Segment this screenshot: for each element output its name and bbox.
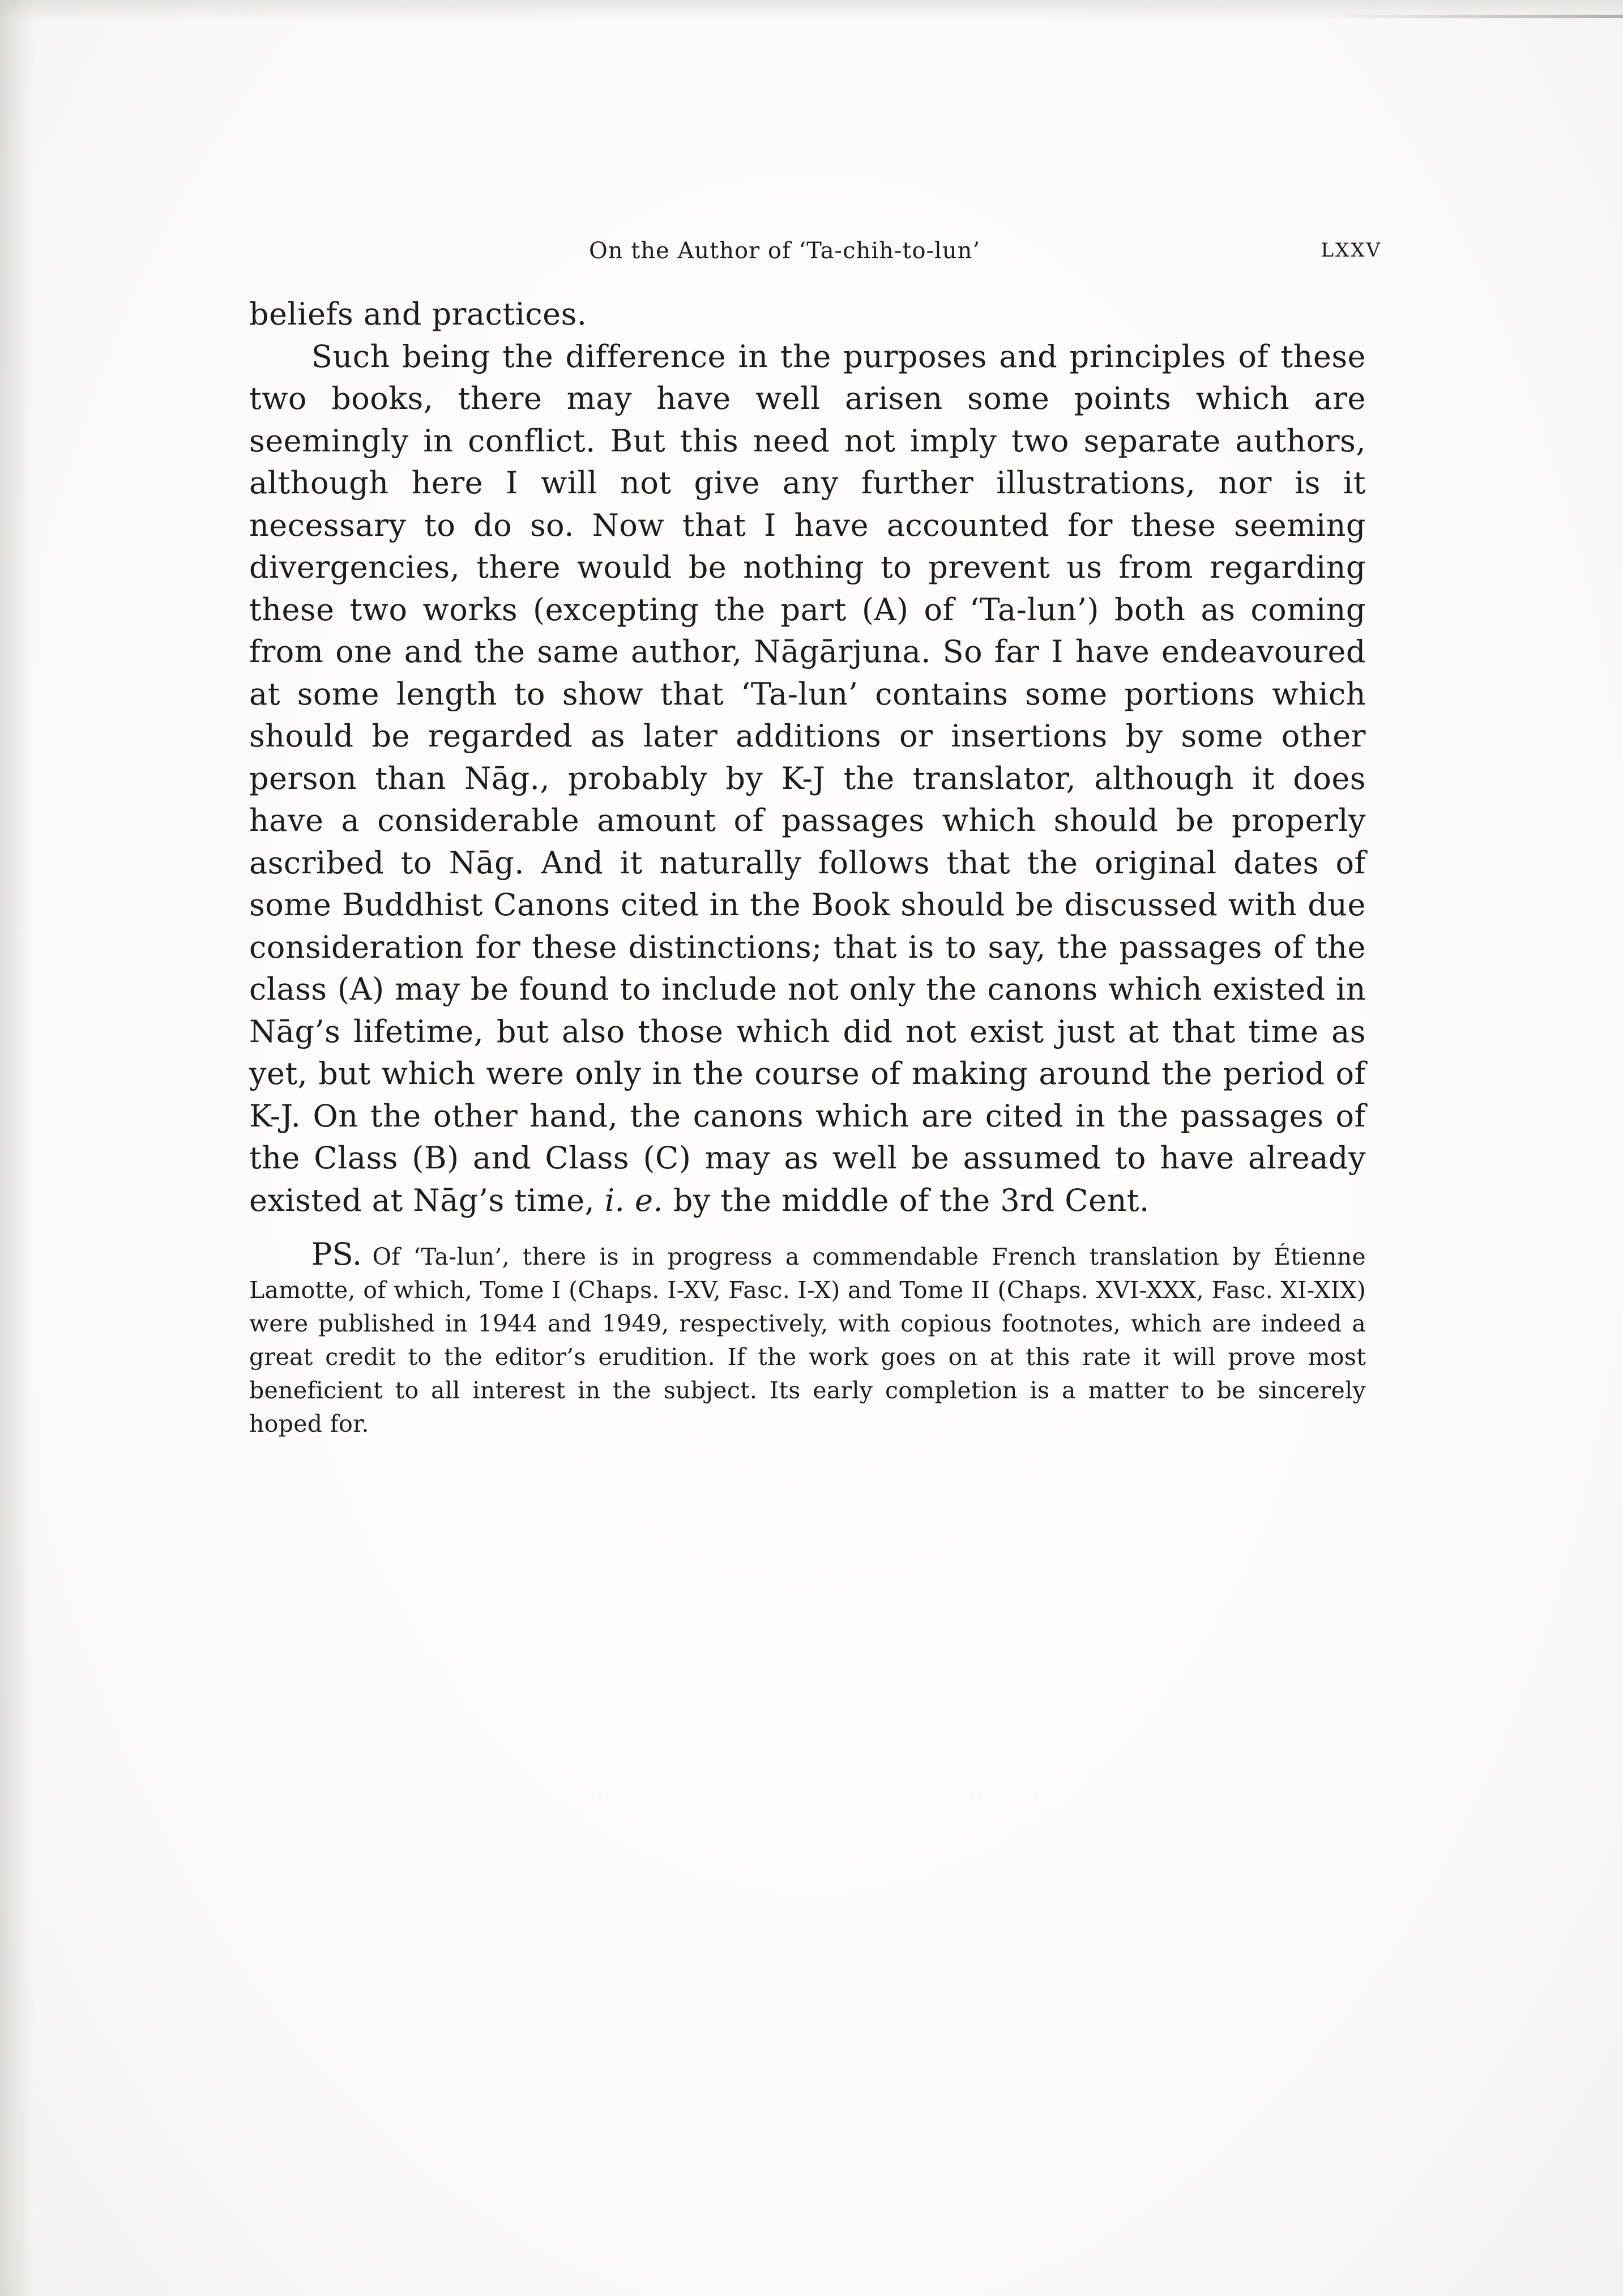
ie-abbreviation: i. e. [604,1182,664,1218]
scan-edge-mark [1329,15,1623,18]
page-header [249,238,1382,272]
scan-shadow-top [0,0,1623,22]
postscript-label: PS. [311,1236,362,1272]
paragraph-text: Such being the difference in the purposes and principles of these two books, there may have well arisen some points which are seemingly in conflict. But this need not imply two separate authors, although here I will not give any further illustrations, nor is it necessary to do so. Now that I have accounted for these seeming divergencies, there would be nothing to prevent us from regarding these two works (excepting the part (A) of ‘Ta-lun’) both as coming from one and the same author, Nāgārjuna. So far I have endeavoured at some length to show that ‘Ta-lun’ contains some portions which should be regarded as later additions or insertions by some other person than Nāg., probably by K-J the translator, although it does have a considerable amount of passages which should be properly ascribed to Nāg. And it naturally follows that the original dates of some Buddhist Canons cited in the Book should be discussed with due consideration for these distinctions; that is to say, the passages of the class (A) may be found to include not only the canons which existed in Nāg’s lifetime, but also those which did not exist just at that time as yet, but which were only in the course of making around the period of K-J. On the other hand, the canons which are cited in the passages of the Class (B) and Class (C) may as well be assumed to have already existed at Nāg’s time, [249,338,1366,1218]
paragraph-end: by the middle of the 3rd Cent. [673,1182,1150,1218]
postscript [249,1237,1366,1441]
continuation-line: beliefs and practices. [249,296,587,332]
main-paragraph [249,336,1366,1222]
postscript-text: Of ‘Ta-lun’, there is in progress a commendable French translation by Étienne Lamotte, of which, Tome I (Chaps. I-XV, Fasc. I-X) and Tome II (Chaps. XVI-XXX, Fasc. XI-XIX) were published in 1944 and 1949, respectively, with copious footnotes, which are indeed a great credit to the editor’s erudition. If the work goes on at this rate it will prove most beneficient to all interest in the subject. Its early completion is a matter to be sincerely hoped for. [249,1243,1366,1437]
postscript-paragraph [249,1237,1366,1441]
page-number: LXXV [1321,239,1382,262]
scan-shadow-left [0,0,34,2296]
main-text [249,293,1366,1222]
running-head: On the Author of ‘Ta-chih-to-lun’ [589,238,981,264]
